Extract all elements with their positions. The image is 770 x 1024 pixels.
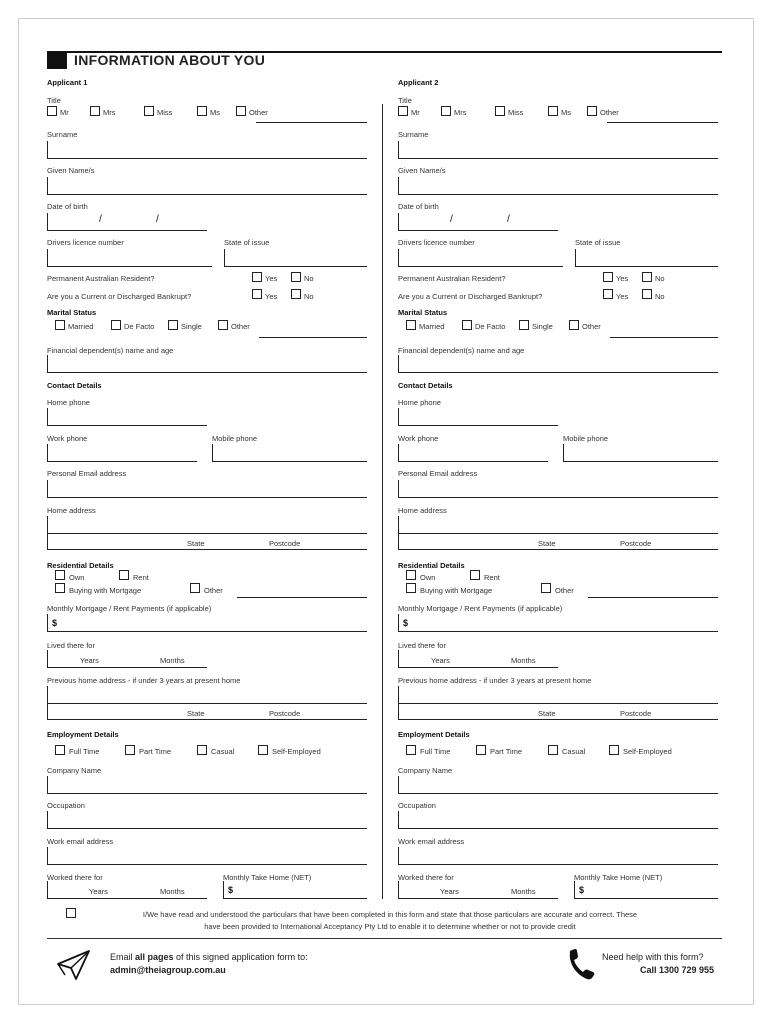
email-address-link[interactable]: admin@theiagroup.com.au: [110, 965, 226, 975]
a1-emp-selfemployed-label: Self-Employed: [272, 747, 321, 756]
a2-marital-married-label: Married: [419, 322, 445, 331]
a1-bankrupt-yes-checkbox[interactable]: [252, 289, 262, 299]
a2-res-rent-checkbox[interactable]: [470, 570, 480, 580]
a1-res-mortgage-label: Buying with Mortgage: [69, 586, 142, 595]
a2-marital-other-label: Other: [582, 322, 601, 331]
a1-work-email-field[interactable]: [47, 847, 367, 865]
a2-given-names-label: Given Name/s: [398, 166, 446, 175]
a2-work-email-field[interactable]: [398, 847, 718, 865]
a1-prev-address-label: Previous home address - if under 3 years at present home: [47, 676, 241, 685]
a1-dob-field[interactable]: [47, 213, 207, 231]
a1-work-phone-field[interactable]: [47, 444, 197, 462]
a2-emp-fulltime-label: Full Time: [420, 747, 451, 756]
a1-monthly-payments-field[interactable]: [47, 614, 367, 632]
a2-home-state-label: State: [538, 539, 556, 548]
a1-bankrupt-question: Are you a Current or Discharged Bankrupt?: [47, 292, 192, 301]
a2-occupation-label: Occupation: [398, 801, 436, 810]
a1-marital-married-checkbox[interactable]: [55, 320, 65, 330]
a1-emp-fulltime-checkbox[interactable]: [55, 745, 65, 755]
a2-emp-selfemployed-label: Self-Employed: [623, 747, 672, 756]
a2-surname-field[interactable]: [398, 141, 718, 159]
a2-worked-years-label: Years: [440, 887, 459, 896]
a1-title-miss-checkbox[interactable]: [144, 106, 154, 116]
a2-title-miss-checkbox[interactable]: [495, 106, 505, 116]
a1-worked-years-label: Years: [89, 887, 108, 896]
a1-licence-field[interactable]: [47, 249, 212, 267]
a2-title-miss-label: Miss: [508, 108, 524, 117]
a1-bankrupt-yes-label: Yes: [265, 292, 278, 301]
a2-title-label: Title: [398, 96, 412, 105]
a1-dob-separator-2: /: [156, 214, 159, 225]
a1-res-other-checkbox[interactable]: [190, 583, 200, 593]
a2-take-home-field[interactable]: [574, 881, 718, 899]
a2-take-home-currency: $: [579, 885, 585, 895]
a1-occupation-label: Occupation: [47, 801, 85, 810]
a2-emp-parttime-checkbox[interactable]: [476, 745, 486, 755]
a2-res-own-label: Own: [420, 573, 436, 582]
a1-mobile-phone-label: Mobile phone: [212, 434, 258, 443]
a1-dob-label: Date of birth: [47, 202, 88, 211]
declaration-line-2: have been provided to International Acceptancy Pty Ltd to enable it to determine whether or not to provide credit: [204, 922, 576, 931]
declaration-line-1: I/We have read and understood the particulars that have been completed in this form and state that those particulars are accurate and correct. These: [142, 910, 638, 919]
a2-worked-months-label: Months: [511, 887, 536, 896]
a2-marital-defacto-checkbox[interactable]: [462, 320, 472, 330]
a1-emp-casual-label: Casual: [211, 747, 235, 756]
a1-res-mortgage-checkbox[interactable]: [55, 583, 65, 593]
a2-bankrupt-question: Are you a Current or Discharged Bankrupt?: [398, 292, 543, 301]
a1-work-phone-label: Work phone: [47, 434, 88, 443]
a2-email-field[interactable]: [398, 480, 718, 498]
a2-emp-parttime-label: Part Time: [490, 747, 523, 756]
a1-title-mr-checkbox[interactable]: [47, 106, 57, 116]
a2-home-postcode-label: Postcode: [620, 539, 652, 548]
a2-contact-details-heading: Contact Details: [398, 381, 453, 390]
a1-prev-state-label: State: [187, 709, 205, 718]
a2-email-label: Personal Email address: [398, 469, 478, 478]
a1-marital-other-field[interactable]: [259, 337, 367, 338]
a1-home-address-label: Home address: [47, 506, 96, 515]
a2-lived-years-label: Years: [431, 656, 450, 665]
declaration-text: [60, 909, 720, 933]
a2-marital-single-label: Single: [532, 322, 553, 331]
a1-lived-months-label: Months: [160, 656, 185, 665]
a1-marital-other-checkbox[interactable]: [218, 320, 228, 330]
a2-residential-heading: Residential Details: [398, 561, 465, 570]
a2-title-other-field[interactable]: [607, 122, 718, 123]
a2-state-of-issue-label: State of issue: [575, 238, 621, 247]
a1-dependents-label: Financial dependent(s) name and age: [47, 346, 174, 355]
a2-state-of-issue-field[interactable]: [575, 249, 718, 267]
a2-prev-address-label: Previous home address - if under 3 years at present home: [398, 676, 592, 685]
a2-lived-there-label: Lived there for: [398, 641, 446, 650]
a1-title-other-field[interactable]: [256, 122, 367, 123]
a1-state-of-issue-field[interactable]: [224, 249, 367, 267]
a2-resident-yes-checkbox[interactable]: [603, 272, 613, 282]
a1-applicant-heading: Applicant 1: [47, 78, 88, 87]
a2-monthly-payments-field[interactable]: [398, 614, 718, 632]
a1-home-phone-field[interactable]: [47, 408, 207, 426]
a1-emp-parttime-label: Part Time: [139, 747, 172, 756]
a1-emp-parttime-checkbox[interactable]: [125, 745, 135, 755]
a1-prev-address-state-postcode[interactable]: [47, 704, 367, 720]
a1-title-mrs-label: Mrs: [103, 108, 116, 117]
a2-prev-address-line[interactable]: [398, 686, 718, 704]
a2-title-other-checkbox[interactable]: [587, 106, 597, 116]
a1-title-mrs-checkbox[interactable]: [90, 106, 100, 116]
a2-bankrupt-no-label: No: [655, 292, 665, 301]
a2-home-phone-field[interactable]: [398, 408, 558, 426]
a2-work-email-label: Work email address: [398, 837, 465, 846]
a2-title-mrs-checkbox[interactable]: [441, 106, 451, 116]
column-divider: [382, 104, 383, 899]
a2-marital-single-checkbox[interactable]: [519, 320, 529, 330]
a1-monthly-payments-label: Monthly Mortgage / Rent Payments (if applicable): [47, 604, 212, 613]
a2-take-home-label: Monthly Take Home (NET): [574, 873, 663, 882]
a1-emp-selfemployed-checkbox[interactable]: [258, 745, 268, 755]
a2-resident-no-label: No: [655, 274, 665, 283]
a2-res-own-checkbox[interactable]: [406, 570, 416, 580]
a1-marital-single-label: Single: [181, 322, 202, 331]
a1-resident-question: Permanent Australian Resident?: [47, 274, 155, 283]
a1-marital-single-checkbox[interactable]: [168, 320, 178, 330]
a1-bankrupt-no-label: No: [304, 292, 314, 301]
a1-surname-field[interactable]: [47, 141, 367, 159]
a2-title-mrs-label: Mrs: [454, 108, 467, 117]
a2-home-phone-label: Home phone: [398, 398, 441, 407]
a2-res-other-label: Other: [555, 586, 574, 595]
a2-employment-heading: Employment Details: [398, 730, 470, 739]
a1-worked-months-label: Months: [160, 887, 185, 896]
a1-home-address-line[interactable]: [47, 516, 367, 534]
a2-dob-separator-1: /: [450, 214, 453, 225]
a1-monthly-payments-currency: $: [52, 618, 58, 628]
a1-company-field[interactable]: [47, 776, 367, 794]
a1-marital-other-label: Other: [231, 322, 250, 331]
a2-company-field[interactable]: [398, 776, 718, 794]
paper-plane-icon: [56, 948, 92, 982]
a2-occupation-field[interactable]: [398, 811, 718, 829]
a1-resident-no-checkbox[interactable]: [291, 272, 301, 282]
a2-surname-label: Surname: [398, 130, 429, 139]
a2-monthly-payments-label: Monthly Mortgage / Rent Payments (if applicable): [398, 604, 563, 613]
a1-dob-separator-1: /: [99, 214, 102, 225]
a2-emp-casual-checkbox[interactable]: [548, 745, 558, 755]
a1-work-email-label: Work email address: [47, 837, 114, 846]
email-emphasis: all pages: [135, 952, 174, 962]
a2-emp-selfemployed-checkbox[interactable]: [609, 745, 619, 755]
a1-lived-there-label: Lived there for: [47, 641, 95, 650]
a2-licence-field[interactable]: [398, 249, 563, 267]
a2-given-names-field[interactable]: [398, 177, 718, 195]
a1-title-label: Title: [47, 96, 61, 105]
a2-title-mr-label: Mr: [411, 108, 420, 117]
a2-bankrupt-yes-label: Yes: [616, 292, 629, 301]
a1-res-own-checkbox[interactable]: [55, 570, 65, 580]
a1-home-state-label: State: [187, 539, 205, 548]
a1-title-ms-checkbox[interactable]: [197, 106, 207, 116]
a2-dependents-field[interactable]: [398, 355, 718, 373]
a1-surname-label: Surname: [47, 130, 78, 139]
a1-prev-address-line[interactable]: [47, 686, 367, 704]
a2-worked-there-label: Worked there for: [398, 873, 454, 882]
a2-resident-question: Permanent Australian Resident?: [398, 274, 506, 283]
a1-worked-there-label: Worked there for: [47, 873, 103, 882]
a2-licence-label: Drivers licence number: [398, 238, 475, 247]
a2-resident-no-checkbox[interactable]: [642, 272, 652, 282]
a2-lived-months-label: Months: [511, 656, 536, 665]
a2-prev-state-label: State: [538, 709, 556, 718]
help-text: Need help with this form?: [602, 952, 704, 962]
a1-employment-heading: Employment Details: [47, 730, 119, 739]
a1-lived-years-label: Years: [80, 656, 99, 665]
header-marker: [47, 51, 67, 69]
a1-state-of-issue-label: State of issue: [224, 238, 270, 247]
a1-given-names-field[interactable]: [47, 177, 367, 195]
a2-mobile-phone-label: Mobile phone: [563, 434, 609, 443]
a1-contact-details-heading: Contact Details: [47, 381, 102, 390]
a1-take-home-label: Monthly Take Home (NET): [223, 873, 312, 882]
section-title: INFORMATION ABOUT YOU: [74, 52, 266, 68]
a1-take-home-field[interactable]: [223, 881, 367, 899]
a2-res-other-field[interactable]: [588, 597, 718, 598]
a2-marital-status-heading: Marital Status: [398, 308, 448, 317]
a2-applicant-heading: Applicant 2: [398, 78, 439, 87]
a1-marital-defacto-checkbox[interactable]: [111, 320, 121, 330]
a2-work-phone-label: Work phone: [398, 434, 439, 443]
a2-home-address-label: Home address: [398, 506, 447, 515]
a1-bankrupt-no-checkbox[interactable]: [291, 289, 301, 299]
a1-resident-yes-label: Yes: [265, 274, 278, 283]
a1-home-phone-label: Home phone: [47, 398, 90, 407]
a1-residential-heading: Residential Details: [47, 561, 114, 570]
a1-marital-married-label: Married: [68, 322, 94, 331]
email-prefix: Email: [110, 952, 136, 962]
a2-marital-other-field[interactable]: [610, 337, 718, 338]
a1-emp-fulltime-label: Full Time: [69, 747, 100, 756]
a2-home-address-state-postcode[interactable]: [398, 534, 718, 550]
a2-dob-separator-2: /: [507, 214, 510, 225]
a1-mobile-phone-field[interactable]: [212, 444, 367, 462]
a1-occupation-field[interactable]: [47, 811, 367, 829]
a1-marital-defacto-label: De Facto: [124, 322, 155, 331]
a2-dependents-label: Financial dependent(s) name and age: [398, 346, 525, 355]
a2-prev-address-state-postcode[interactable]: [398, 704, 718, 720]
phone-icon: [566, 947, 598, 981]
a2-resident-yes-label: Yes: [616, 274, 629, 283]
a1-res-other-label: Other: [204, 586, 223, 595]
a1-dependents-field[interactable]: [47, 355, 367, 373]
a1-title-other-label: Other: [249, 108, 268, 117]
a1-email-label: Personal Email address: [47, 469, 127, 478]
a2-title-ms-checkbox[interactable]: [548, 106, 558, 116]
footer-rule: [47, 938, 722, 939]
email-suffix: of this signed application form to:: [173, 952, 308, 962]
a2-title-other-label: Other: [600, 108, 619, 117]
a1-res-other-field[interactable]: [237, 597, 367, 598]
a1-res-own-label: Own: [69, 573, 85, 582]
a1-marital-status-heading: Marital Status: [47, 308, 97, 317]
a2-monthly-payments-currency: $: [403, 618, 409, 628]
a1-prev-postcode-label: Postcode: [269, 709, 301, 718]
a2-dob-label: Date of birth: [398, 202, 439, 211]
a1-home-address-state-postcode[interactable]: [47, 534, 367, 550]
a1-email-field[interactable]: [47, 480, 367, 498]
a2-home-address-line[interactable]: [398, 516, 718, 534]
a1-resident-no-label: No: [304, 274, 314, 283]
email-instruction: [110, 952, 308, 962]
a2-res-mortgage-label: Buying with Mortgage: [420, 586, 493, 595]
a2-mobile-phone-field[interactable]: [563, 444, 718, 462]
a1-given-names-label: Given Name/s: [47, 166, 95, 175]
a2-prev-postcode-label: Postcode: [620, 709, 652, 718]
a2-res-rent-label: Rent: [484, 573, 500, 582]
a1-licence-label: Drivers licence number: [47, 238, 124, 247]
a1-title-other-checkbox[interactable]: [236, 106, 246, 116]
a1-title-ms-label: Ms: [210, 108, 220, 117]
a2-marital-defacto-label: De Facto: [475, 322, 506, 331]
a2-bankrupt-no-checkbox[interactable]: [642, 289, 652, 299]
a2-marital-married-checkbox[interactable]: [406, 320, 416, 330]
a1-title-miss-label: Miss: [157, 108, 173, 117]
a2-bankrupt-yes-checkbox[interactable]: [603, 289, 613, 299]
a2-title-mr-checkbox[interactable]: [398, 106, 408, 116]
a1-company-label: Company Name: [47, 766, 102, 775]
a1-res-rent-label: Rent: [133, 573, 149, 582]
a1-take-home-currency: $: [228, 885, 234, 895]
a2-emp-casual-label: Casual: [562, 747, 586, 756]
a2-dob-field[interactable]: [398, 213, 558, 231]
a2-res-mortgage-checkbox[interactable]: [406, 583, 416, 593]
a1-title-mr-label: Mr: [60, 108, 69, 117]
a2-title-ms-label: Ms: [561, 108, 571, 117]
a1-home-postcode-label: Postcode: [269, 539, 301, 548]
a1-resident-yes-checkbox[interactable]: [252, 272, 262, 282]
a1-res-rent-checkbox[interactable]: [119, 570, 129, 580]
a1-emp-casual-checkbox[interactable]: [197, 745, 207, 755]
help-phone[interactable]: Call 1300 729 955: [640, 965, 715, 975]
a2-company-label: Company Name: [398, 766, 453, 775]
a2-work-phone-field[interactable]: [398, 444, 548, 462]
a2-res-other-checkbox[interactable]: [541, 583, 551, 593]
a2-marital-other-checkbox[interactable]: [569, 320, 579, 330]
a2-emp-fulltime-checkbox[interactable]: [406, 745, 416, 755]
